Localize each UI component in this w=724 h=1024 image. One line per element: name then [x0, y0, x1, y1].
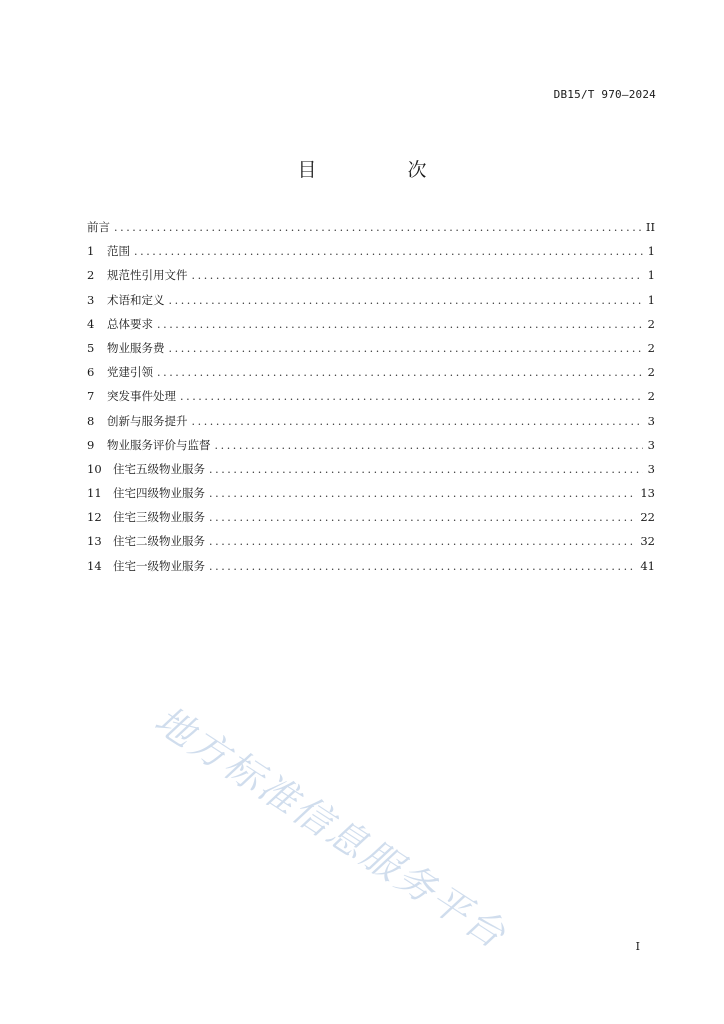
toc-entry-number: 9	[87, 437, 95, 452]
toc-entry-number: 3	[87, 292, 95, 307]
toc-entry-number: 14	[87, 558, 102, 573]
toc-leader-dots	[180, 390, 643, 403]
toc-entry[interactable]	[87, 461, 655, 485]
toc-entry-number: 12	[87, 510, 102, 525]
toc-entry-page: 1	[647, 244, 655, 259]
toc-entry-page: 32	[640, 534, 655, 549]
toc-leader-dots	[209, 560, 636, 573]
toc-entry-label: 总体要求	[107, 316, 153, 331]
toc-leader-dots	[157, 318, 643, 331]
toc-entry-number: 2	[87, 268, 95, 283]
toc-entry[interactable]	[87, 219, 655, 243]
toc-entry-number: 1	[87, 244, 95, 259]
table-of-contents	[87, 219, 655, 582]
toc-entry-label: 突发事件处理	[107, 389, 176, 404]
toc-entry-page: 3	[647, 461, 655, 476]
toc-entry-label: 创新与服务提升	[107, 413, 188, 428]
footer-page-number: I	[635, 940, 640, 953]
toc-entry-number: 11	[87, 486, 102, 501]
toc-entry-label: 住宅四级物业服务	[113, 486, 205, 501]
toc-entry-label: 物业服务评价与监督	[107, 437, 211, 452]
toc-entry-page: 2	[647, 316, 655, 331]
toc-entry-page: 1	[647, 292, 655, 307]
toc-entry-page: II	[645, 220, 655, 234]
toc-entry-label: 住宅三级物业服务	[113, 510, 205, 525]
toc-entry-label: 前言	[87, 220, 110, 234]
toc-entry-page: 2	[647, 365, 655, 380]
toc-entry-number: 5	[87, 340, 95, 355]
toc-entry[interactable]	[87, 316, 655, 340]
toc-entry-page: 3	[647, 413, 655, 428]
toc-entry[interactable]	[87, 388, 655, 412]
watermark: 地方标准信息服务平台	[147, 697, 515, 958]
toc-entry-page: 1	[647, 268, 655, 283]
toc-entry-number: 8	[87, 413, 95, 428]
toc-entry[interactable]	[87, 558, 655, 582]
toc-entry-number: 7	[87, 389, 95, 404]
standard-code: DB15/T 970—2024	[553, 88, 656, 101]
toc-entry-label: 术语和定义	[107, 292, 165, 307]
toc-leader-dots	[169, 342, 644, 355]
toc-leader-dots	[192, 415, 644, 428]
toc-entry-label: 范围	[107, 244, 130, 259]
toc-entry-label: 住宅一级物业服务	[113, 558, 205, 573]
toc-leader-dots	[209, 487, 636, 500]
toc-entry-label: 住宅五级物业服务	[113, 461, 205, 476]
toc-entry-number: 10	[87, 461, 102, 476]
toc-entry-label: 党建引领	[107, 365, 153, 380]
toc-entry-page: 3	[647, 437, 655, 452]
toc-entry[interactable]	[87, 437, 655, 461]
toc-entry-number: 13	[87, 534, 102, 549]
page-title: 目 次	[297, 159, 463, 181]
toc-leader-dots	[209, 463, 643, 476]
toc-leader-dots	[134, 245, 643, 258]
toc-entry-number: 6	[87, 365, 95, 380]
toc-entry-label: 住宅二级物业服务	[113, 534, 205, 549]
toc-entry-label: 物业服务费	[107, 340, 165, 355]
toc-leader-dots	[209, 535, 636, 548]
toc-entry-page: 2	[647, 389, 655, 404]
toc-leader-dots	[215, 439, 644, 452]
toc-entry[interactable]	[87, 267, 655, 291]
toc-leader-dots	[192, 269, 644, 282]
toc-entry-page: 13	[640, 486, 655, 501]
toc-entry-page: 22	[640, 510, 655, 525]
toc-entry[interactable]	[87, 292, 655, 316]
toc-entry[interactable]	[87, 485, 655, 509]
toc-entry[interactable]	[87, 509, 655, 533]
toc-entry-label: 规范性引用文件	[107, 268, 188, 283]
toc-leader-dots	[169, 294, 644, 307]
toc-leader-dots	[114, 221, 642, 234]
toc-entry-number: 4	[87, 316, 95, 331]
toc-entry[interactable]	[87, 340, 655, 364]
toc-entry[interactable]	[87, 413, 655, 437]
toc-leader-dots	[209, 511, 636, 524]
toc-entry[interactable]	[87, 533, 655, 557]
toc-entry-page: 41	[640, 558, 655, 573]
toc-entry[interactable]	[87, 364, 655, 388]
toc-leader-dots	[157, 366, 643, 379]
toc-entry[interactable]	[87, 243, 655, 267]
toc-entry-page: 2	[647, 340, 655, 355]
